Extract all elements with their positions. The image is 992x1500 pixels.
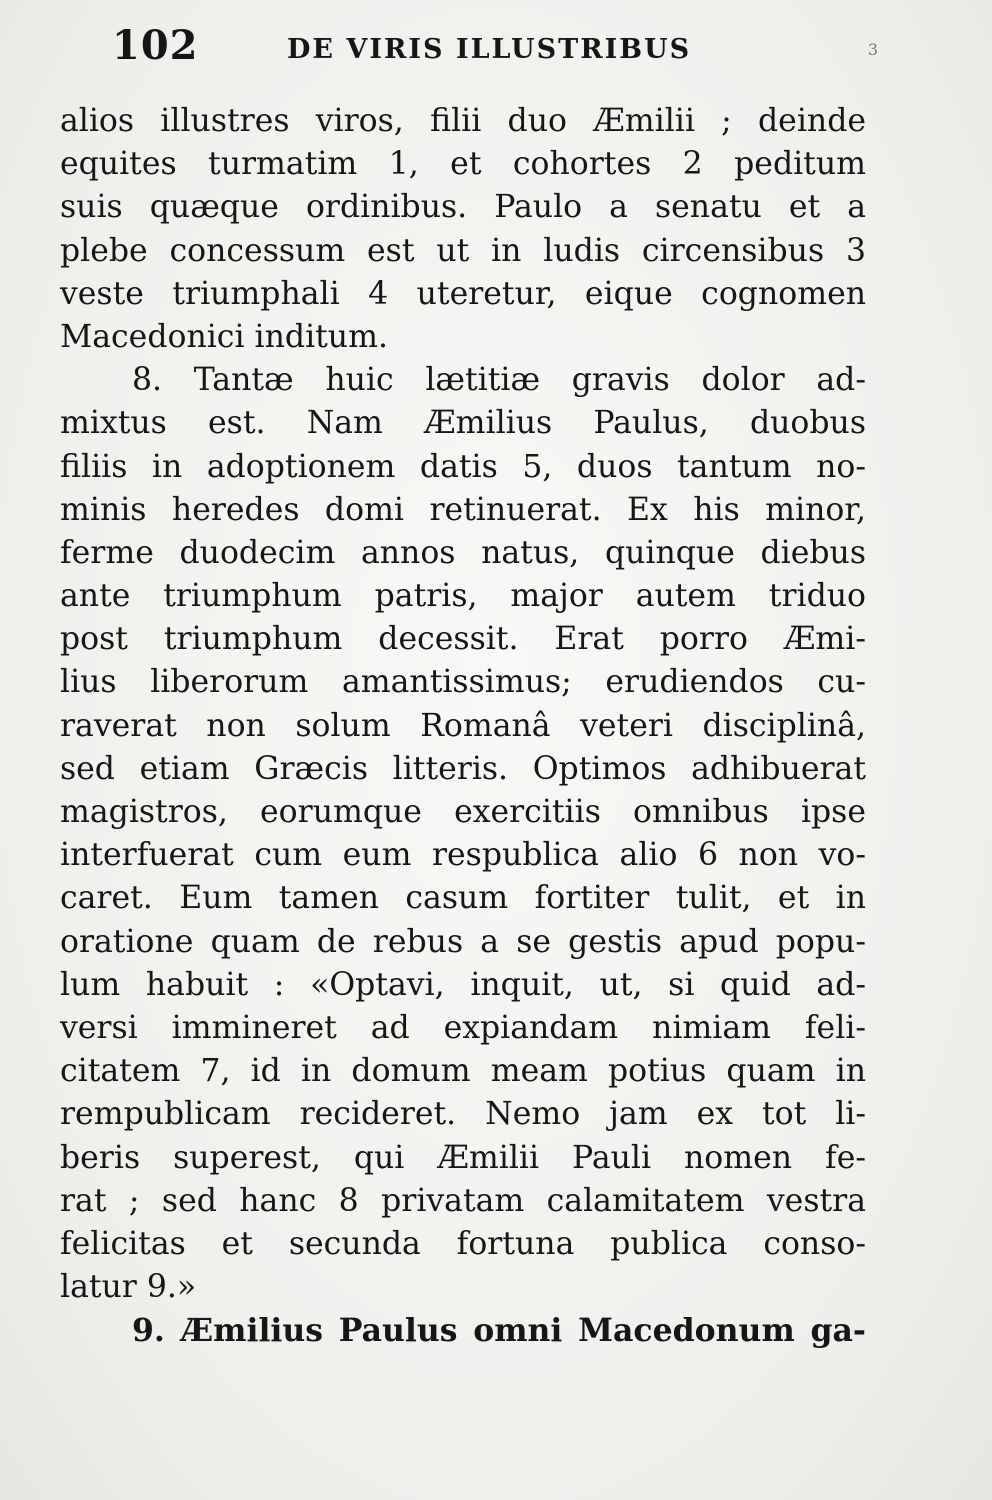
text-line: minis heredes domi retinuerat. Ex his minor,: [60, 491, 866, 528]
text-line: filiis in adoptionem datis 5, duos tantum no-: [60, 448, 866, 485]
text-line: plebe concessum est ut in ludis circensibus 3: [60, 232, 866, 269]
running-title: DE VIRIS ILLUSTRIBUS: [287, 34, 692, 65]
text-line: mixtus est. Nam Æmilius Paulus, duobus: [60, 405, 866, 442]
body-text: [60, 100, 866, 1352]
text-line: lum habuit : «Optavi, inquit, ut, si quid ad-: [60, 966, 866, 1003]
page-header: [112, 22, 712, 72]
text-line: ferme duodecim annos natus, quinque diebus: [60, 534, 866, 571]
paragraph-start-8: 8. Tantæ huic lætitiæ gravis dolor ad-: [132, 362, 866, 399]
page-number: 102: [112, 22, 199, 69]
text-line: post triumphum decessit. Erat porro Æmi-: [60, 621, 866, 658]
text-line: raverat non solum Romanâ veteri disciplinâ,: [60, 707, 866, 744]
text-line: equites turmatim 1, et cohortes 2 peditum: [60, 146, 866, 183]
paragraph-start-9: 9. Æmilius Paulus omni Macedonum ga-: [132, 1312, 866, 1350]
corner-mark: 3: [867, 40, 878, 59]
text-line: interfuerat cum eum respublica alio 6 non vo-: [60, 837, 866, 874]
text-line: suis quæque ordinibus. Paulo a senatu et a: [60, 189, 866, 226]
text-line: magistros, eorumque exercitiis omnibus ipse: [60, 794, 866, 830]
text-line: caret. Eum tamen casum fortiter tulit, et in: [60, 880, 866, 917]
text-line: alios illustres viros, filii duo Æmilii ; deinde: [60, 103, 866, 139]
text-line: Macedonici inditum.: [60, 318, 388, 355]
text-line: veste triumphali 4 uteretur, eique cognomen: [60, 275, 866, 312]
text-line: beris superest, qui Æmilii Pauli nomen fe-: [60, 1139, 866, 1176]
text-line: oratione quam de rebus a se gestis apud popu-: [60, 923, 866, 960]
text-line: rat ; sed hanc 8 privatam calamitatem vestra: [60, 1182, 866, 1219]
text-line: lius liberorum amantissimus; erudiendos cu-: [60, 664, 866, 701]
text-line: latur 9.»: [60, 1269, 197, 1306]
text-line: sed etiam Græcis litteris. Optimos adhibuerat: [60, 750, 866, 787]
text-line: versi immineret ad expiandam nimiam feli-: [60, 1009, 866, 1046]
text-line: citatem 7, id in domum meam potius quam in: [60, 1053, 866, 1090]
text-line: rempublicam recideret. Nemo jam ex tot li-: [60, 1096, 866, 1133]
text-line: ante triumphum patris, major autem triduo: [60, 578, 866, 615]
text-line: felicitas et secunda fortuna publica conso-: [60, 1225, 866, 1262]
